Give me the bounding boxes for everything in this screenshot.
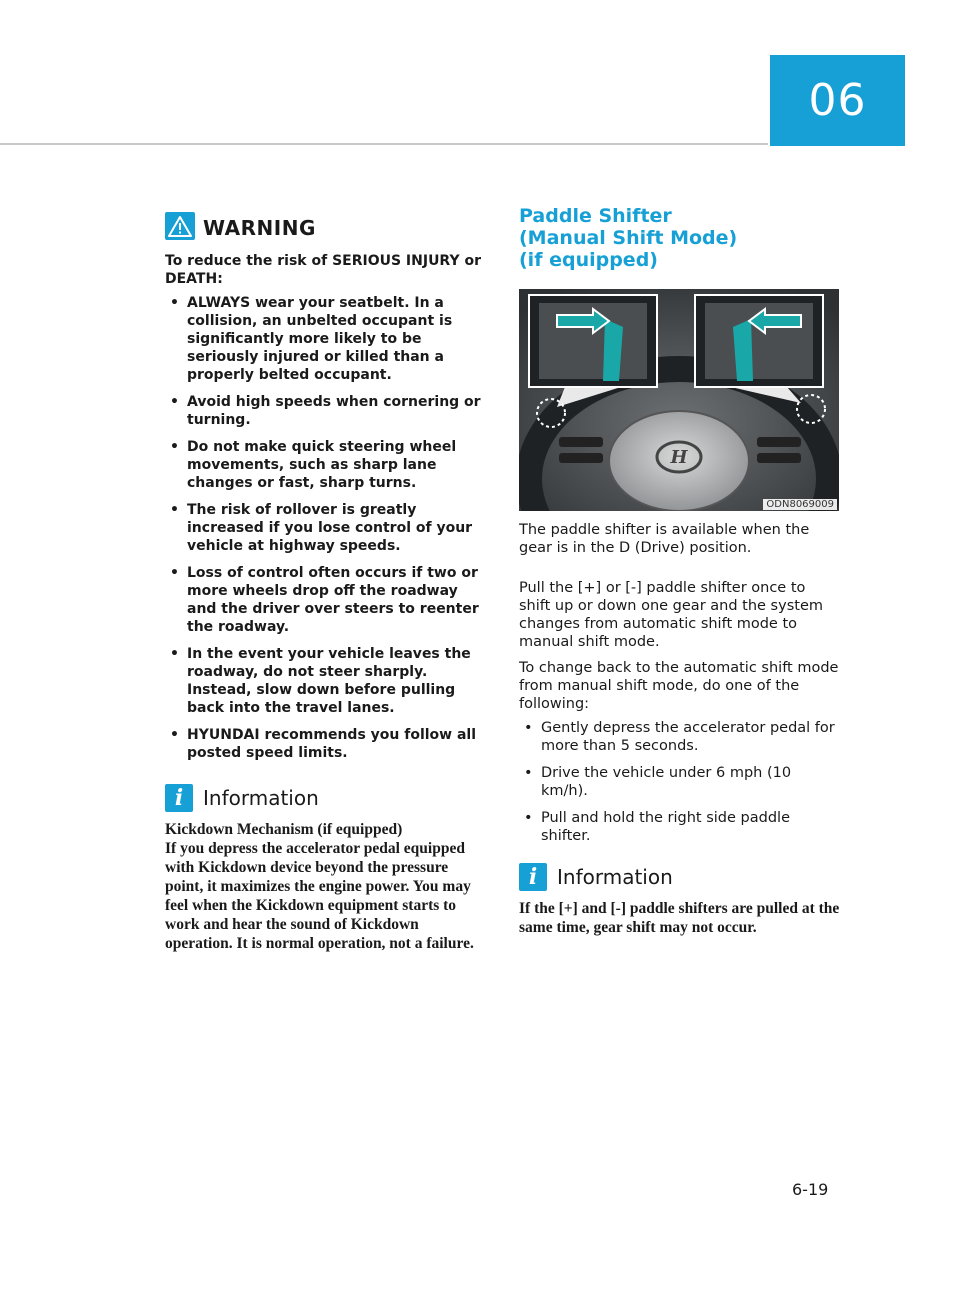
steering-wheel-illustration xyxy=(519,289,839,511)
left-column xyxy=(165,212,487,953)
paddle-item: • Drive the vehicle under 6 mph (10 km/h). xyxy=(519,764,841,800)
figure-code: ODN8069009 xyxy=(763,499,837,510)
warning-intro: To reduce the risk of SERIOUS INJURY or DEATH: xyxy=(165,253,481,287)
info-header xyxy=(165,784,487,812)
chapter-tab xyxy=(770,55,905,146)
paddle-shifter-figure xyxy=(519,289,839,511)
paddle-list xyxy=(519,719,841,845)
warning-item: • ALWAYS wear your seatbelt. In a collision, an unbelted occupant is significantly more likely to be seriously injured or killed than a properly belted occupant. xyxy=(165,294,487,384)
warning-item: • HYUNDAI recommends you follow all posted speed limits. xyxy=(165,726,487,762)
info-title: Information xyxy=(557,865,673,889)
paddle-para-1: The paddle shifter is available when the gear is in the D (Drive) position. xyxy=(519,522,810,556)
info-body xyxy=(519,899,841,937)
warning-item: • In the event your vehicle leaves the roadway, do not steer sharply. Instead, slow down before pulling back into the travel lanes. xyxy=(165,645,487,717)
warning-title: WARNING xyxy=(203,216,316,240)
warning-item: • Do not make quick steering wheel movements, such as sharp lane changes or fast, sharp turns. xyxy=(165,438,487,492)
section-title xyxy=(519,205,841,271)
section-title-line: (if equipped) xyxy=(519,249,658,271)
warning-header xyxy=(165,212,487,244)
paddle-item: • Pull and hold the right side paddle shifter. xyxy=(519,809,841,845)
spacer xyxy=(519,557,841,579)
warning-item: • Avoid high speeds when cornering or turning. xyxy=(165,393,487,429)
paddle-para-3: To change back to the automatic shift mode from manual shift mode, do one of the following: xyxy=(519,660,839,712)
chapter-number: 06 xyxy=(808,75,867,126)
paddle-para-2: Pull the [+] or [-] paddle shifter once to shift up or down one gear and the system changes from automatic shift mode to manual shift mode. xyxy=(519,580,823,650)
info-line: Kickdown Mechanism (if equipped) xyxy=(165,821,403,838)
info-header xyxy=(519,863,841,891)
page-number: 6-19 xyxy=(792,1180,829,1199)
warning-item: • The risk of rollover is greatly increased if you lose control of your vehicle at highway speeds. xyxy=(165,501,487,555)
header-rule xyxy=(0,143,768,145)
warning-item: • Loss of control often occurs if two or more wheels drop off the roadway and the driver over steers to reenter the roadway. xyxy=(165,564,487,636)
info-title: Information xyxy=(203,786,319,810)
section-title-line: Paddle Shifter xyxy=(519,205,672,227)
svg-text:H: H xyxy=(670,447,688,468)
right-column xyxy=(519,205,841,937)
warning-icon xyxy=(165,212,195,244)
info-icon: i xyxy=(165,784,193,812)
info-body xyxy=(165,820,487,953)
info-icon: i xyxy=(519,863,547,891)
info-line: If the [+] and [-] paddle shifters are pulled at the same time, gear shift may not occur. xyxy=(519,900,840,936)
info-line: If you depress the accelerator pedal equipped with Kickdown device beyond the pressure point, it maximizes the engine power. You may feel when the Kickdown equipment starts to work and hear the sound of Kickdown operation. It is normal operation, not a failure. xyxy=(165,840,474,952)
section-title-line: (Manual Shift Mode) xyxy=(519,227,738,249)
warning-list xyxy=(165,294,487,762)
paddle-item: • Gently depress the accelerator pedal for more than 5 seconds. xyxy=(519,719,841,755)
